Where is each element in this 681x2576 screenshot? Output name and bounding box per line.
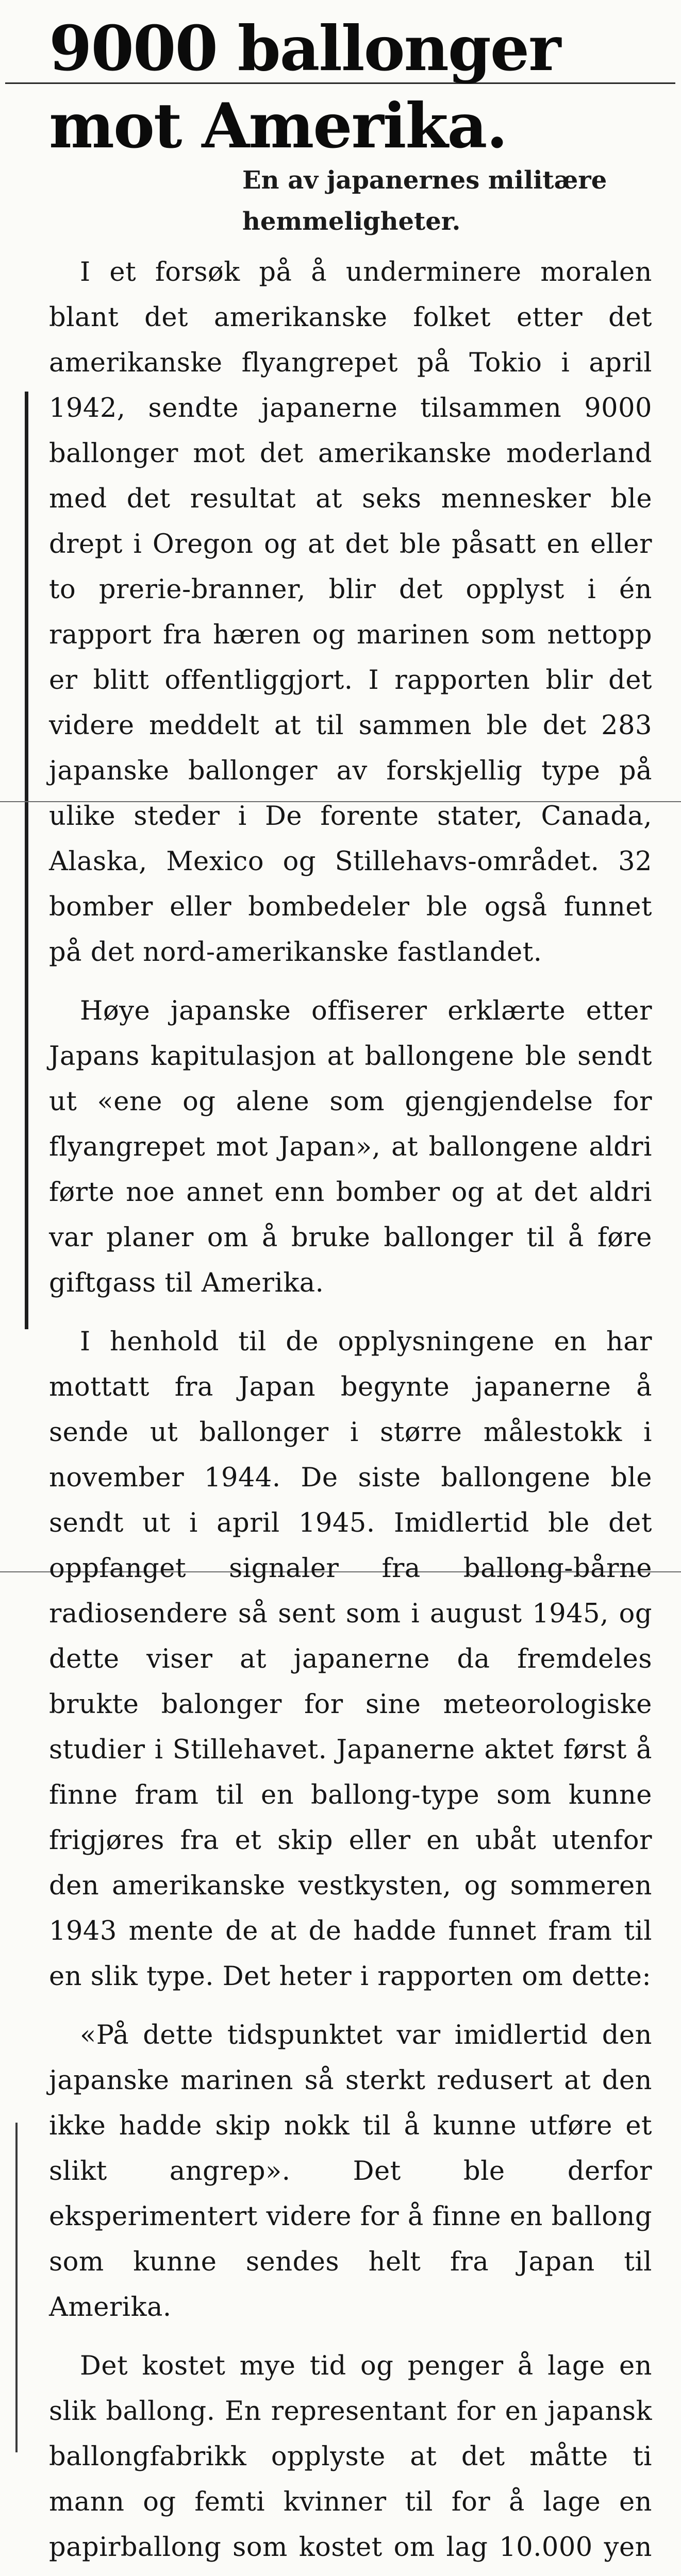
article-body <box>49 250 652 2576</box>
paragraph-1: I et forsøk på å underminere moralen blant det amerikanske folket etter det amerikanske flyangrepet på Tokio i april 1942, sendte japanerne tilsammen 9000 ballonger mot det amerikanske moderland med det resultat at seks mennesker ble drept i Oregon og at det ble påsatt en eller to prerie-branner, blir det opplyst i én rapport fra hæren og marinen som nettopp er blitt offentliggjort. I rapporten blir det videre meddelt at til sammen ble det 283 japanske ballonger av forskjellig type på ulike steder i De forente stater, Canada, Alaska, Mexico og Stillehavs-området. 32 bomber eller bombedeler ble også funnet på det nord-amerikanske fastlandet. <box>49 257 652 968</box>
paragraph-5: Det kostet mye tid og penger å lage en slik ballong. En representant for en japansk ballongfabrikk opplyste at det måtte ti mann og femti kvinner til for å lage en papirballong som kostet om lag 10.000 yen <box>49 2351 652 2563</box>
headline-line-2: mot Amerika. <box>49 90 507 162</box>
paragraph-3: I henhold til de opplysningene en har mottatt fra Japan begynte japanerne å sende ut ballonger i større målestokk i november 1944. De siste ballongene ble sendt ut i april 1945. Imidlertid ble det oppfanget signaler fra ballong-bårne radiosendere så sent som i august 1945, og dette viser at japanerne da fremdeles brukte balonger for sine meteorologiske studier i Stillehavet. Japanerne aktet først å finne fram til en ballong-type som kunne frigjøres fra et skip eller en ubåt utenfor den amerikanske vestkysten, og sommeren 1943 mente de at de hadde funnet fram til en slik type. Det heter i rapporten om dette: <box>49 1327 652 1992</box>
left-margin-mark-lower <box>15 2123 18 2452</box>
subheadline: En av japanernes militære hemmeligheter. <box>242 166 607 236</box>
paragraph-4: «På dette tidspunktet var imidlertid den japanske marinen så sterkt redusert at den ikke hadde skip nokk til å kunne utføre et slikt angrep». Det ble derfor eksperimentert videre for å finne en ballong som kunne sendes helt fra Japan til Amerika. <box>49 2020 652 2323</box>
headline-line-1: 9000 ballonger <box>49 12 560 85</box>
headline <box>49 10 657 165</box>
paragraph-2: Høye japanske offiserer erklærte etter Japans kapitulasjon at ballongene ble sendt ut «ene og alene som gjengjendelse for flyangrepet mot Japan», at ballongene aldri førte noe annet enn bomber og at det aldri var planer om å bruke ballonger til å føre giftgass til Amerika. <box>49 996 652 1298</box>
left-margin-mark <box>25 392 28 1329</box>
